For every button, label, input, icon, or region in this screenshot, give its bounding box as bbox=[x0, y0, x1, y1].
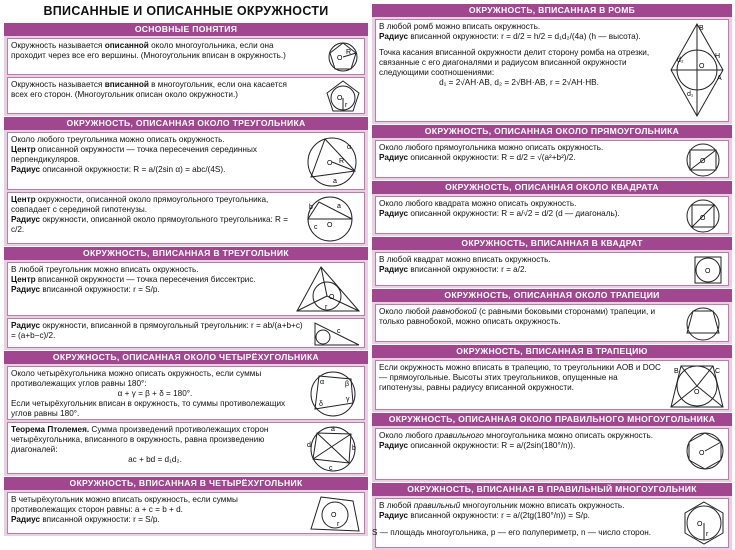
svg-text:R: R bbox=[346, 49, 352, 56]
section-header-basic: ОСНОВНЫЕ ПОНЯТИЯ bbox=[4, 23, 368, 36]
svg-text:O: O bbox=[699, 63, 705, 70]
svg-text:α: α bbox=[347, 144, 352, 151]
section-header-insc-triangle: ОКРУЖНОСТЬ, ВПИСАННАЯ В ТРЕУГОЛЬНИК bbox=[4, 247, 368, 260]
circ-quad-angles: Около четырёхугольника можно описать окружность, если суммы противолежащих углов равны 180°: α + γ = β + δ = 180°. Если четырёхугольник вписан в окружность, то суммы противолежащих углов равны 180°. α β γ δ bbox=[7, 366, 365, 420]
section-circ-quad bbox=[4, 364, 368, 476]
ptolemy-theorem: Теорема Птолемея. Сумма произведений противолежащих сторон четырёхугольника, вписанного в окружность, равна произведению диагоналей: ac + bd = d₁d₂. a c b d bbox=[7, 422, 365, 474]
svg-text:d₁: d₁ bbox=[687, 91, 694, 98]
section-rhombus bbox=[372, 17, 732, 124]
section-square-circ bbox=[372, 194, 732, 236]
square-circumscribed-icon bbox=[681, 199, 725, 233]
svg-text:C: C bbox=[715, 368, 721, 375]
section-rectangle bbox=[372, 138, 732, 180]
svg-text:a: a bbox=[333, 178, 337, 185]
quad-circumscribed-icon bbox=[305, 369, 361, 419]
svg-text:c: c bbox=[337, 328, 341, 335]
section-header-rhombus: ОКРУЖНОСТЬ, ВПИСАННАЯ В РОМБ bbox=[372, 4, 732, 17]
svg-text:O: O bbox=[327, 222, 333, 229]
svg-text:O: O bbox=[694, 389, 700, 396]
svg-text:b: b bbox=[352, 445, 356, 452]
section-header-trapezoid-circ: ОКРУЖНОСТЬ, ОПИСАННАЯ ОКОЛО ТРАПЕЦИИ bbox=[372, 289, 732, 302]
def-circumscribed: Окружность называется описанной около многоугольника, если она проходит через все его вершины. (Многоугольник вписан в окружность.) O R bbox=[7, 38, 365, 75]
trapezoid-circumscribed-icon bbox=[681, 307, 725, 341]
svg-text:r: r bbox=[345, 102, 348, 109]
svg-text:b: b bbox=[309, 204, 313, 211]
trapezoid-inscribed-icon bbox=[669, 363, 725, 409]
square-circ: Около любого квадрата можно описать окружность. Радиус описанной окружности: R = a/√2 = d/2 (d — диагональ). O bbox=[375, 196, 729, 234]
section-insc-quad bbox=[4, 490, 368, 536]
section-basic bbox=[4, 36, 368, 116]
hexagon-inscribed-icon bbox=[683, 501, 725, 545]
svg-text:O: O bbox=[697, 521, 703, 528]
right-triangle-inscribed-icon bbox=[313, 321, 361, 347]
section-insc-triangle bbox=[4, 260, 368, 350]
svg-text:a: a bbox=[331, 426, 335, 433]
section-header-circ-triangle: ОКРУЖНОСТЬ, ОПИСАННАЯ ОКОЛО ТРЕУГОЛЬНИКА bbox=[4, 117, 368, 130]
svg-text:R: R bbox=[339, 158, 345, 165]
section-header-insc-quad: ОКРУЖНОСТЬ, ВПИСАННАЯ В ЧЕТЫРЁХУГОЛЬНИК bbox=[4, 477, 368, 490]
svg-text:c: c bbox=[314, 224, 318, 231]
page-title: ВПИСАННЫЕ И ОПИСАННЫЕ ОКРУЖНОСТИ bbox=[43, 4, 329, 18]
right-column bbox=[372, 0, 732, 550]
svg-text:O: O bbox=[705, 268, 711, 275]
svg-text:O: O bbox=[337, 95, 343, 102]
section-header-trapezoid-insc: ОКРУЖНОСТЬ, ВПИСАННАЯ В ТРАПЕЦИЮ bbox=[372, 345, 732, 358]
right-triangle-circumscribed-icon bbox=[299, 195, 361, 243]
insc-right-triangle: Радиус окружности, вписанной в прямоугольный треугольник: r = ab/(a+b+c) = (a+b−c)/2. c bbox=[7, 318, 365, 348]
svg-text:H: H bbox=[715, 53, 721, 60]
section-trapezoid-insc bbox=[372, 358, 732, 412]
svg-text:β: β bbox=[345, 381, 350, 388]
polygon-insc: В любой правильный многоугольник можно вписать окружность. Радиус вписанной окружности: r = a/(2tg(180°/n)) = S/p. O r bbox=[375, 498, 729, 548]
trapezoid-circ: Около любой равнобокой (с равными боковыми сторонами) трапеции, и только равнобокой, можно описать окружность. bbox=[375, 304, 729, 342]
section-header-polygon-insc: ОКРУЖНОСТЬ, ВПИСАННАЯ В ПРАВИЛЬНЫЙ МНОГОУГОЛЬНИК bbox=[372, 483, 732, 496]
insc-triangle-general: В любой треугольник можно вписать окружность. Центр вписанной окружности — точка пересечения биссектрис. Радиус вписанной окружности: r = S/p. O r bbox=[7, 262, 365, 316]
ptolemy-quad-icon bbox=[305, 425, 361, 473]
svg-text:O: O bbox=[699, 450, 705, 457]
svg-text:r: r bbox=[337, 521, 340, 528]
pentagon-inscribed-icon bbox=[325, 80, 361, 112]
triangle-inscribed-icon bbox=[295, 265, 361, 315]
svg-text:d: d bbox=[307, 442, 311, 449]
pentagon-circumscribed-icon bbox=[325, 41, 361, 73]
trapezoid-insc: Если окружность можно вписать в трапецию, то треугольники AOB и DOC — прямоугольные. Высоты этих треугольников, опущенные на гипотенузы, равны радиусу вписанной окружности. B C O bbox=[375, 360, 729, 410]
circ-triangle-general: Около любого треугольника можно описать окружность. Центр описанной окружности — точка пересечения серединных перпендикуляров. Радиус описанной окружности: R = a/(2sin α) = abc/(4S). O R a α bbox=[7, 132, 365, 190]
polygon-circ: Около любого правильного многоугольника можно описать окружность. Радиус описанной окружности: R = a/(2sin(180°/n)). O bbox=[375, 428, 729, 480]
svg-text:O: O bbox=[329, 294, 335, 301]
rhombus-inscribed-icon bbox=[669, 22, 725, 118]
svg-text:B: B bbox=[674, 368, 679, 375]
rectangle: Около любого прямоугольника можно описать окружность. Радиус описанной окружности: R = d/2 = √(a²+b²)/2. O bbox=[375, 140, 729, 178]
svg-text:O: O bbox=[337, 55, 343, 62]
rectangle-circumscribed-icon bbox=[681, 143, 725, 177]
svg-text:δ: δ bbox=[319, 401, 323, 408]
section-header-square-circ: ОКРУЖНОСТЬ, ОПИСАННАЯ ОКОЛО КВАДРАТА bbox=[372, 181, 732, 194]
square-inscribed-icon bbox=[693, 255, 725, 285]
svg-text:c: c bbox=[329, 465, 333, 472]
svg-text:O: O bbox=[327, 160, 333, 167]
section-trapezoid-circ bbox=[372, 302, 732, 344]
svg-text:α: α bbox=[320, 379, 325, 386]
svg-text:A: A bbox=[717, 75, 722, 82]
left-column bbox=[4, 0, 368, 536]
insc-quad: В четырёхугольник можно вписать окружность, если суммы противолежащих сторон равны: a + c = b + d. Радиус вписанной окружности: r = S/p. O r bbox=[7, 492, 365, 534]
def-inscribed: Окружность называется вписанной в многоугольник, если она касается всех его сторон. (Многоугольник описан около окружности.) O r bbox=[7, 77, 365, 114]
section-polygon-circ bbox=[372, 426, 732, 482]
circ-right-triangle: Центр окружности, описанной около прямоугольного треугольника, совпадает с серединой гипотенузы. Радиус окружности, описанной около прямоугольного треугольника: R = c/2. O c b a bbox=[7, 192, 365, 244]
section-polygon-insc bbox=[372, 496, 732, 550]
hexagon-circumscribed-icon bbox=[685, 431, 725, 471]
svg-text:B: B bbox=[699, 25, 704, 32]
svg-text:O: O bbox=[700, 215, 706, 222]
svg-text:a: a bbox=[337, 203, 341, 210]
svg-text:r: r bbox=[325, 304, 328, 311]
svg-text:O: O bbox=[331, 512, 337, 519]
quad-inscribed-icon bbox=[307, 495, 361, 533]
section-header-polygon-circ: ОКРУЖНОСТЬ, ОПИСАННАЯ ОКОЛО ПРАВИЛЬНОГО МНОГОУГОЛЬНИКА bbox=[372, 413, 732, 426]
svg-text:γ: γ bbox=[346, 396, 350, 403]
section-header-square-insc: ОКРУЖНОСТЬ, ВПИСАННАЯ В КВАДРАТ bbox=[372, 237, 732, 250]
section-header-rectangle: ОКРУЖНОСТЬ, ОПИСАННАЯ ОКОЛО ПРЯМОУГОЛЬНИКА bbox=[372, 125, 732, 138]
section-header-circ-quad: ОКРУЖНОСТЬ, ОПИСАННАЯ ОКОЛО ЧЕТЫРЁХУГОЛЬНИКА bbox=[4, 351, 368, 364]
square-insc: В любой квадрат можно вписать окружность. Радиус вписанной окружности: r = a/2. O bbox=[375, 252, 729, 286]
footer-note: S — площадь многоугольника, p — его полупериметр, n — число сторон. bbox=[372, 528, 652, 537]
svg-text:d₂: d₂ bbox=[677, 57, 684, 64]
section-circ-triangle bbox=[4, 130, 368, 246]
svg-text:O: O bbox=[700, 158, 706, 165]
section-square-insc bbox=[372, 250, 732, 288]
triangle-circumscribed-icon bbox=[303, 135, 361, 189]
svg-text:r: r bbox=[706, 531, 709, 538]
rhombus: В любой ромб можно вписать окружность. Радиус вписанной окружности: r = d/2 = h/2 = d₁d₂/(4a) (h — высота). Точка касания вписанной окружности делит сторону ромба на отрезки, связанные с его диагоналями и радиусом вписанной окружности следующими соотношениями: d₁ = 2√AH·AB, d₂ = 2√BH·AB, r = 2√AH·HB. B H O A d₂ d₁ bbox=[375, 19, 729, 122]
